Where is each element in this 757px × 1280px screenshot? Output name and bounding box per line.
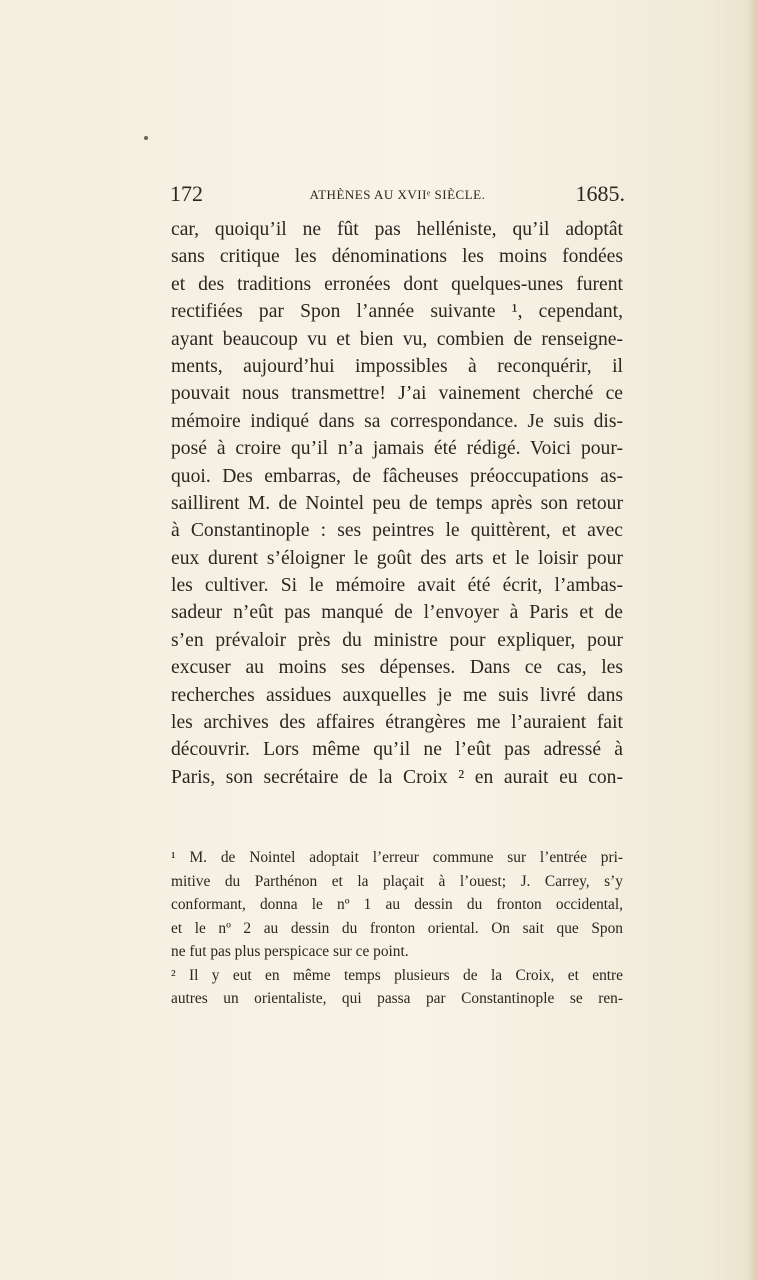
body-line: Paris, son secrétaire de la Croix ² en aurait eu con- — [171, 766, 623, 788]
body-line: sadeur n’eût pas manqué de l’envoyer à Paris et de — [171, 602, 623, 624]
body-line: saillirent M. de Nointel peu de temps après son retour — [171, 492, 623, 514]
body-line: sans critique les dénominations les moins fondées — [171, 246, 623, 268]
body-line: découvrir. Lors même qu’il ne l’eût pas adressé à — [171, 739, 623, 761]
running-title: ATHÈNES AU XVIIᵉ SIÈCLE. — [309, 187, 486, 202]
footnote-line: ne fut pas plus perspicace sur ce point. — [171, 943, 409, 960]
body-line: car, quoiqu’il ne fût pas helléniste, qu’il adoptât — [171, 219, 623, 240]
body-line: eux durent s’éloigner le goût des arts et le loisir pour — [171, 547, 623, 569]
footnote-line: et le nº 2 au dessin du fronton oriental. On sait que Spon — [171, 919, 623, 937]
footnote-line: conformant, donna le nº 1 au dessin du fronton occidental, — [171, 896, 623, 913]
body-line: rectifiées par Spon l’année suivante ¹, cependant, — [171, 301, 623, 323]
footnote-line: ² Il y eut en même temps plusieurs de la Croix, et entre — [171, 966, 623, 984]
page-number: 172 — [170, 181, 203, 206]
running-header — [170, 181, 625, 211]
body-line: ments, aujourd’hui impossibles à reconquérir, il — [171, 355, 623, 377]
footnote-line: mitive du Parthénon et la plaçait à l’ouest; J. Carrey, s’y — [171, 872, 623, 890]
page-edge-shadow — [747, 0, 757, 1280]
body-line: excuser au moins ses dépenses. Dans ce cas, les — [171, 657, 623, 679]
body-line: les cultiver. Si le mémoire avait été écrit, l’ambas- — [171, 575, 623, 597]
footnotes — [171, 846, 623, 1011]
body-line: pouvait nous transmettre! J’ai vainement cherché ce — [171, 383, 623, 405]
footnote-line: ¹ M. de Nointel adoptait l’erreur commune sur l’entrée pri- — [171, 849, 623, 866]
body-line: et des traditions erronées dont quelques-unes furent — [171, 273, 623, 295]
body-line: recherches assidues auxquelles je me suis livré dans — [171, 684, 623, 706]
body-line: posé à croire qu’il n’a jamais été rédigé. Voici pour- — [171, 438, 623, 460]
body-text — [171, 216, 623, 791]
body-line: à Constantinople : ses peintres le quittèrent, et avec — [171, 520, 623, 542]
body-line: mémoire indiqué dans sa correspondance. Je suis dis- — [171, 410, 623, 432]
body-line: ayant beaucoup vu et bien vu, combien de renseigne- — [171, 328, 623, 350]
body-line: les archives des affaires étrangères me l’auraient fait — [171, 712, 623, 734]
body-line: quoi. Des embarras, de fâcheuses préoccupations as- — [171, 465, 623, 487]
header-year: 1685. — [575, 181, 625, 206]
footnote-line: autres un orientaliste, qui passa par Constantinople se ren- — [171, 990, 623, 1007]
body-line: s’en prévaloir près du ministre pour expliquer, pour — [171, 629, 623, 651]
ink-speck — [144, 136, 148, 140]
